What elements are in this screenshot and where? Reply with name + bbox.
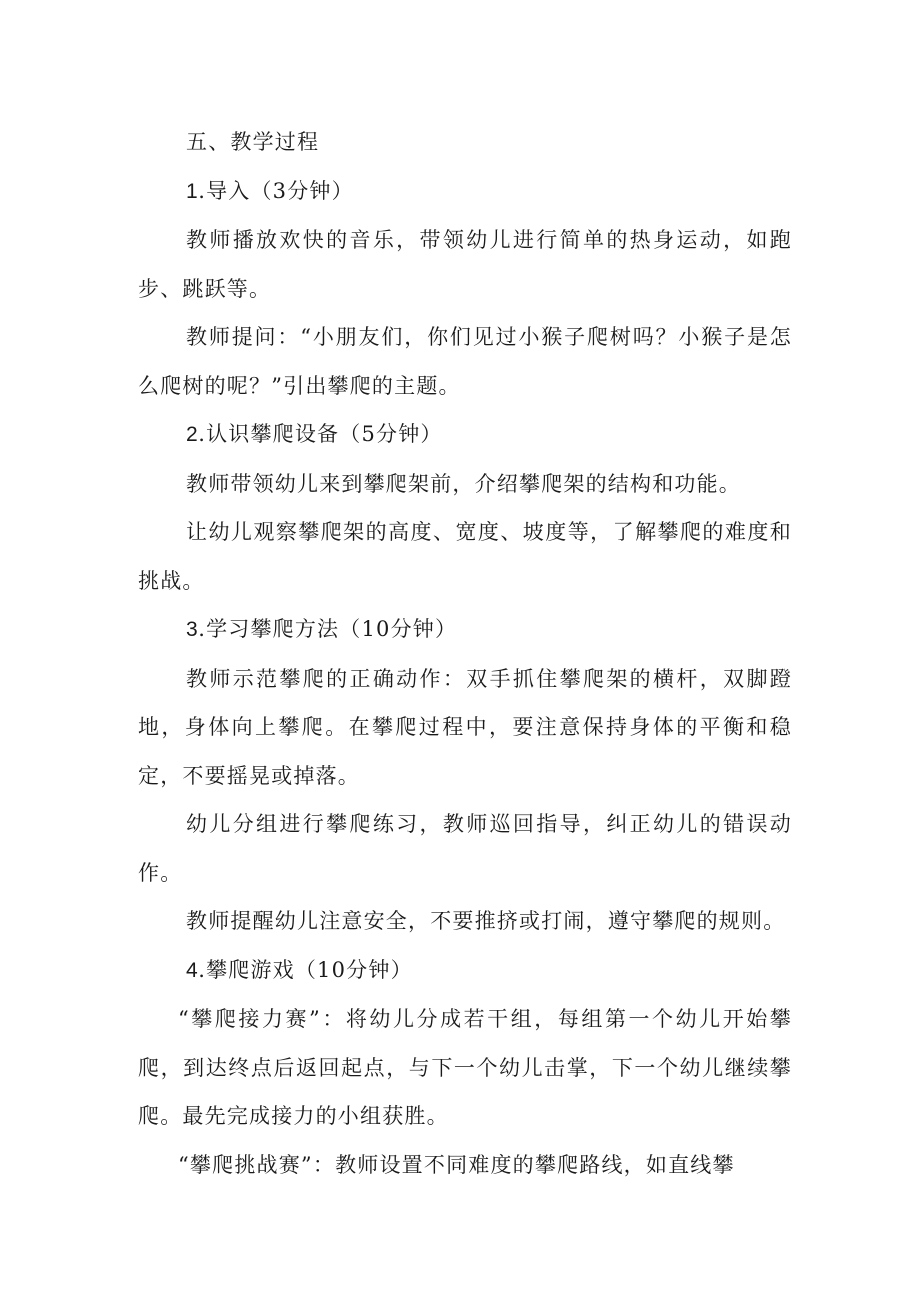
step-title: .攀爬游戏（10分钟） <box>198 957 413 982</box>
paragraph: “攀爬挑战赛”：教师设置不同难度的攀爬路线，如直线攀 <box>178 1152 735 1177</box>
step-title: .导入（3分钟） <box>198 178 354 203</box>
paragraph: 教师示范攀爬的正确动作：双手抓住攀爬架的横杆，双脚蹬地，身体向上攀爬。在攀爬过程中，要注意保持身体的平衡和稳定，不要摇晃或掉落。 <box>138 666 792 788</box>
paragraph: 让幼儿观察攀爬架的高度、宽度、坡度等，了解攀爬的难度和挑战。 <box>138 520 792 593</box>
step-title: .学习攀爬方法（10分钟） <box>198 617 458 641</box>
paragraph: 教师提问：“小朋友们，你们见过小猴子爬树吗？小猴子是怎么爬树的呢？”引出攀爬的主题。 <box>138 325 792 398</box>
step-number: 4 <box>186 958 199 982</box>
section-heading: 五、教学过程 <box>186 130 320 154</box>
step-heading-2 <box>138 410 792 460</box>
paragraph: 教师带领幼儿来到攀爬架前，介绍攀爬架的结构和功能。 <box>186 471 741 496</box>
step-heading-4 <box>138 946 792 996</box>
step-heading-1 <box>138 167 792 217</box>
step-number: 2 <box>186 423 199 446</box>
paragraph: 幼儿分组进行攀爬练习，教师巡回指导，纠正幼儿的错误动作。 <box>138 812 792 885</box>
step-number: 3 <box>186 618 199 641</box>
paragraph: 教师播放欢快的音乐，带领幼儿进行简单的热身运动，如跑步、跳跃等。 <box>138 228 792 301</box>
step-number: 1 <box>186 179 199 203</box>
paragraph: 教师提醒幼儿注意安全，不要推挤或打闹，遵守攀爬的规则。 <box>186 909 786 933</box>
document-body <box>138 118 792 1189</box>
step-title: .认识攀爬设备（5分钟） <box>198 422 443 446</box>
paragraph: “攀爬接力赛”：将幼儿分成若干组，每组第一个幼儿开始攀爬，到达终点后返回起点，与下一个幼儿击掌，下一个幼儿继续攀爬。最先完成接力的小组获胜。 <box>138 1007 792 1128</box>
step-heading-3 <box>138 605 792 655</box>
